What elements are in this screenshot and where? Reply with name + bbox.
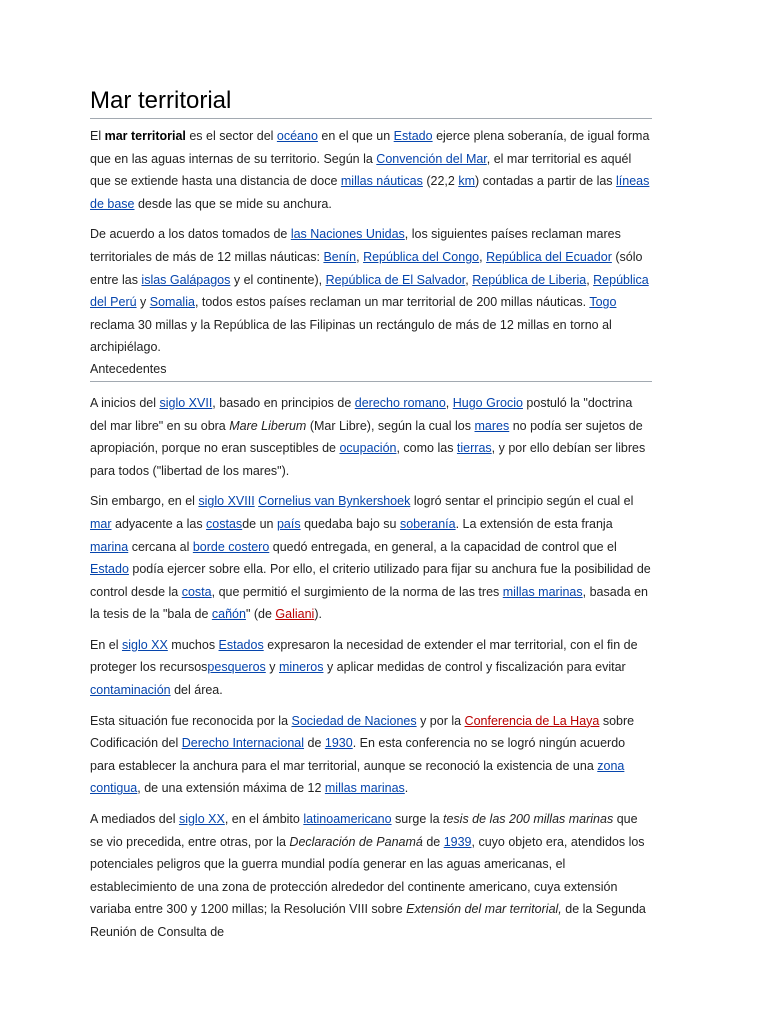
article-link[interactable]: Derecho Internacional: [181, 736, 305, 751]
article-link[interactable]: 1930: [324, 736, 353, 751]
article-link[interactable]: pesqueros: [207, 660, 266, 675]
article-link[interactable]: islas Galápagos: [141, 272, 231, 287]
article-link[interactable]: km: [458, 174, 475, 189]
article-link[interactable]: Estado: [90, 562, 129, 577]
text-run: .: [404, 781, 409, 796]
text-run: El: [90, 129, 105, 143]
text-run: , cuyo objeto era, atendidos los potenciales peligros que la guerra mundial podía generar en las aguas americanas, el establecimiento de una zona de protección alrededor del continente americano, cuya extensión variaba entre 300 y 1200 millas; la Resolución VIII sobre: [90, 834, 645, 917]
article-link[interactable]: derecho romano: [354, 395, 446, 410]
italic-text: Declaración de Panamá: [289, 834, 423, 849]
paragraph-intro: [90, 125, 652, 215]
article-link[interactable]: millas náuticas: [340, 174, 423, 189]
text-run: quedó entregada, en general, a la capacidad de control que el: [269, 539, 617, 554]
text-run: de la Segunda Reunión de Consulta de: [90, 902, 646, 939]
paragraph-antecedentes-3: [90, 634, 652, 702]
text-run: logró sentar el principio según el cual el: [410, 494, 634, 509]
text-run: expresaron la necesidad de extender el mar territorial, con el fin de proteger los recursos: [90, 637, 638, 675]
missing-article-link[interactable]: Conferencia de La Haya: [464, 713, 600, 728]
text-run: y el continente),: [230, 272, 326, 287]
text-run: . En esta conferencia no se logró ningún acuerdo para establecer la anchura para el mar territorial, aunque se reconoció la existencia de una: [90, 736, 626, 773]
article-link[interactable]: siglo XX: [121, 637, 168, 652]
text-run: quedaba bajo su: [300, 516, 400, 531]
bold-term: mar territorial: [104, 129, 186, 143]
text-run: ejerce plena soberanía, de igual forma que en las aguas internas de su territorio. Según la: [90, 129, 650, 166]
text-run: es el sector del: [185, 129, 277, 143]
text-run: postuló la "doctrina del mar libre" en su obra: [90, 395, 633, 433]
text-run: , en el ámbito: [224, 812, 304, 827]
article-link[interactable]: mineros: [279, 660, 324, 675]
italic-text: Mare Liberum: [229, 418, 307, 433]
article-link[interactable]: mares: [474, 418, 510, 433]
text-run: ,: [479, 249, 487, 264]
text-run: Sin embargo, en el: [90, 494, 199, 509]
text-run: y: [265, 660, 279, 675]
text-run: , como las: [396, 441, 457, 456]
text-run: ,: [586, 272, 594, 287]
article-link[interactable]: Somalia: [149, 295, 195, 310]
text-run: ,: [465, 272, 473, 287]
text-run: y por la: [416, 713, 465, 728]
text-run: reclama 30 millas y la República de las Filipinas un rectángulo de más de 12 millas en torno al archipiélago.: [90, 317, 612, 355]
article-link[interactable]: Estados: [218, 637, 264, 652]
text-run: A mediados del: [90, 812, 179, 827]
text-run: A inicios del: [90, 395, 160, 410]
text-run: podía ejercer sobre ella. Por ello, el criterio utilizado para fijar su anchura fue la posibilidad de control desde la: [90, 562, 651, 599]
article-link[interactable]: costas: [206, 516, 243, 531]
article-link[interactable]: 1939: [443, 834, 472, 849]
article-link[interactable]: marina: [90, 539, 129, 554]
text-run: (Mar Libre), según la cual los: [306, 418, 475, 433]
text-run: ) contadas a partir de las: [474, 174, 617, 189]
article-link[interactable]: ocupación: [339, 441, 397, 456]
text-run: adyacente a las: [111, 516, 207, 531]
article-link[interactable]: líneas de base: [90, 174, 650, 211]
article-link[interactable]: tierras: [456, 441, 492, 456]
article-link[interactable]: zona contigua: [90, 758, 625, 796]
text-run: , basado en principios de: [212, 395, 355, 410]
section-heading-wrap: [90, 359, 652, 382]
article-link[interactable]: Hugo Grocio: [452, 395, 523, 410]
section-heading-antecedentes: Antecedentes: [90, 359, 652, 382]
text-run: , basada en la tesis de la "bala de: [90, 584, 648, 622]
article-link[interactable]: océano: [276, 129, 318, 143]
text-run: , los siguientes países reclaman mares territoriales de más de 12 millas náuticas:: [90, 227, 621, 264]
text-run: y: [136, 295, 150, 310]
article-link[interactable]: soberanía: [399, 516, 456, 531]
text-run: , que permitió el surgimiento de la norma de las tres: [211, 584, 503, 599]
article-link[interactable]: borde costero: [192, 539, 270, 554]
text-run: , de una extensión máxima de 12: [137, 781, 325, 796]
text-run: ,: [445, 395, 453, 410]
article-link[interactable]: siglo XVII: [159, 395, 213, 410]
text-run: y aplicar medidas de control y fiscalización para evitar: [323, 660, 626, 675]
text-run: , todos estos países reclaman un mar territorial de 200 millas náuticas.: [194, 295, 590, 310]
article-link[interactable]: costa: [181, 584, 212, 599]
text-run: En el: [90, 637, 122, 652]
article-link[interactable]: millas marinas: [502, 584, 583, 599]
article-link[interactable]: Estado: [393, 129, 433, 143]
article-link[interactable]: las Naciones Unidas: [290, 227, 405, 242]
article-link[interactable]: siglo XVIII: [198, 494, 255, 509]
article-link[interactable]: República del Congo: [363, 249, 480, 264]
article: [90, 86, 652, 944]
article-link[interactable]: República del Perú: [90, 272, 649, 310]
text-run: " (de: [245, 607, 276, 622]
article-link[interactable]: Convención del Mar: [376, 151, 487, 166]
text-run: de: [422, 834, 444, 849]
missing-article-link[interactable]: Galiani: [275, 607, 315, 622]
text-run: (22,2: [422, 174, 459, 189]
text-run: desde las que se mide su anchura.: [134, 196, 332, 211]
article-link[interactable]: cañón: [211, 607, 246, 622]
article-link[interactable]: Cornelius van Bynkershoek: [258, 494, 411, 509]
article-link[interactable]: contaminación: [90, 683, 171, 698]
article-link[interactable]: República de Liberia: [472, 272, 587, 287]
text-run: de: [304, 736, 325, 751]
text-run: cercana al: [128, 539, 193, 554]
paragraph-antecedentes-1: [90, 392, 652, 482]
text-run: en el que un: [317, 129, 394, 143]
article-link[interactable]: Sociedad de Naciones: [291, 713, 417, 728]
text-run: surge la: [391, 812, 443, 827]
article-link[interactable]: República de El Salvador: [325, 272, 466, 287]
page-title: Mar territorial: [90, 86, 652, 119]
text-run: , y por ello debían ser libres para todos ("libertad de los mares").: [90, 441, 646, 478]
paragraph-antecedentes-5: [90, 808, 652, 944]
text-run: que se vio precedida, entre otras, por la: [90, 812, 638, 849]
text-run: , el mar territorial es aquél que se extiende hasta una distancia de doce: [90, 151, 632, 189]
text-run: De acuerdo a los datos tomados de: [90, 227, 291, 242]
article-link[interactable]: Benín: [323, 249, 357, 264]
italic-text: tesis de las 200 millas marinas: [443, 812, 614, 827]
paragraph-antecedentes-4: [90, 710, 652, 800]
article-link[interactable]: República del Ecuador: [486, 249, 612, 264]
text-run: de un: [242, 516, 277, 531]
text-run: sobre Codificación del: [90, 713, 635, 751]
text-run: ).: [314, 607, 322, 622]
paragraph-countries: [90, 223, 652, 359]
text-run: Esta situación fue reconocida por la: [90, 713, 292, 728]
article-link[interactable]: latinoamericano: [303, 812, 392, 827]
text-run: muchos: [167, 637, 219, 652]
text-run: ,: [356, 249, 364, 264]
text-run: . La extensión de esta franja: [455, 516, 613, 531]
article-link[interactable]: millas marinas: [324, 781, 405, 796]
article-link[interactable]: siglo XX: [178, 812, 225, 827]
paragraph-antecedentes-2: [90, 490, 652, 626]
italic-text: Extensión del mar territorial,: [406, 902, 562, 917]
text-run: del área.: [170, 683, 223, 698]
article-link[interactable]: Togo: [589, 295, 617, 310]
text-run: no podía ser sujetos de apropiación, porque no eran susceptibles de: [90, 418, 643, 456]
article-link[interactable]: mar: [90, 516, 112, 531]
article-link[interactable]: país: [276, 516, 301, 531]
text-run: (sólo entre las: [90, 249, 643, 287]
